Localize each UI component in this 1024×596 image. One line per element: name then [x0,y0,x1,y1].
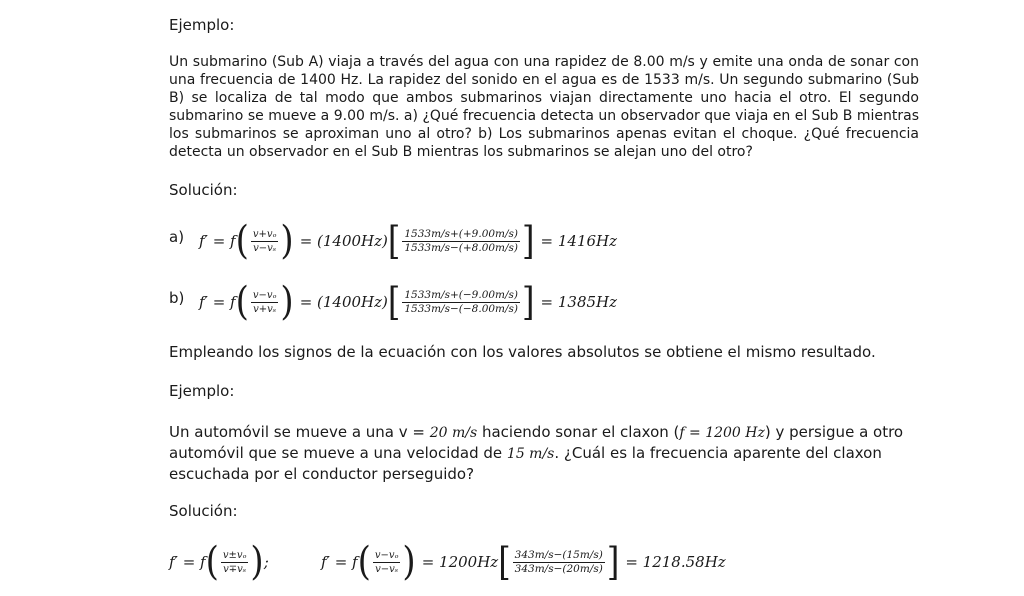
problem-text: Un automóvil se mueve a una v = 20 m/s haciendo sonar el claxon (f = 1200 Hz) y persigue a otro automóvil que se mueve a una velocidad de 15 m/s. ¿Cuál es la frecuencia aparente del claxon escuchada por el conductor perseguido? [169,423,904,483]
problem-text: Un submarino (Sub A) viaja a través del agua con una rapidez de 8.00 m/s y emite una onda de sonar con una frecuencia de 1400 Hz. La rapidez del sonido en el agua es de 1533 m/s. Un segundo submarino (Sub B) se localiza de tal modo que ambos submarinos viajan directamente uno hacia el otro. El segundo submarino se mueve a 9.00 m/s. a) ¿Qué frecuencia detecta un observador que viaja en el Sub B mientras los submarinos se aproximan uno al otro? b) Los submarinos apenas evitan el choque. ¿Qué frecuencia detecta un observador en el Sub B mientras los submarinos se alejan uno del otro? [169,54,919,160]
equation-b [169,277,919,327]
close-paren: ) [280,279,294,325]
numeric-fraction: $\frac{343m/s-(15m/s)}{343m/s-(20m/s)}$ [514,548,603,575]
open-paren: ( [235,279,249,325]
close-bracket: ] [606,539,620,585]
numeric-fraction: $\frac{1533m/s+(+9.00m/s)}{1533m/s-(+8.00m/s)}$ [404,227,519,254]
equation-result: = 1416Hz [540,232,618,250]
note-text: Empleando los signos de la ecuación con los valores absolutos se obtiene el mismo resultado. [169,343,876,361]
equation-result: = 1385Hz [540,293,618,311]
numeric-fraction: $\frac{1533m/s+(-9.00m/s)}{1533m/s-(-8.00m/s)}$ [404,288,519,315]
equation-coefficient: = 1200Hz [421,553,499,571]
solution-heading: Solución: [169,502,238,520]
close-paren: ) [280,218,294,264]
example-heading: Ejemplo: [169,16,235,34]
equation-lhs: f′ = f [199,232,236,250]
equation-separator: ; [263,553,269,571]
solution-heading: Solución: [169,181,238,199]
open-bracket: [ [498,539,511,585]
open-paren: ( [205,539,219,585]
equation-a [169,216,919,266]
close-paren: ) [402,539,416,585]
equation-label: a) [169,228,185,246]
equation-lhs: f′ = f [199,293,236,311]
equation-coefficient: = (1400Hz) [299,293,388,311]
open-bracket: [ [387,218,401,264]
close-bracket: ] [522,218,535,264]
open-paren: ( [357,539,371,585]
equation-lhs: f′ = f [169,553,206,571]
close-bracket: ] [522,279,535,325]
open-bracket: [ [387,279,401,325]
open-paren: ( [235,218,249,264]
close-paren: ) [250,539,264,585]
velocity-fraction: $\frac{\text{v±vₒ}}{\text{v∓vₛ}}$ [222,549,247,575]
velocity-fraction: $\frac{\text{v−vₒ}}{\text{v+vₛ}}$ [252,289,277,315]
equation-general [169,537,269,587]
equation-body [199,216,617,266]
equation-label: b) [169,289,185,307]
equation-coefficient: = (1400Hz) [299,232,388,250]
velocity-fraction: $\frac{\text{v+vₒ}}{\text{v−vₛ}}$ [252,228,277,254]
example-heading: Ejemplo: [169,382,235,400]
equation-body [199,277,617,327]
equation-result: = 1218.58Hz [625,553,726,571]
velocity-fraction: $\frac{\text{v−vₒ}}{\text{v−vₛ}}$ [374,549,399,575]
equation-specific [321,537,726,587]
equation-doppler [169,537,919,587]
equation-lhs: f′ = f [321,553,358,571]
